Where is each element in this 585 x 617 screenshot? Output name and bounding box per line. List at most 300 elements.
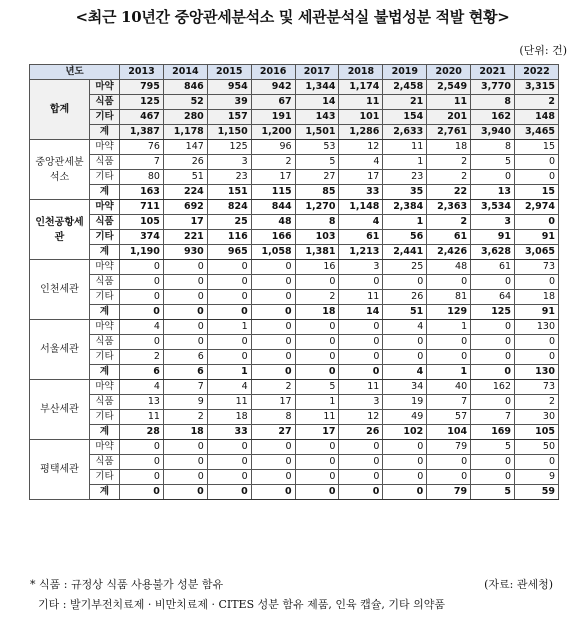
value-cell: 3: [207, 155, 251, 170]
value-cell: 0: [339, 455, 383, 470]
value-cell: 0: [120, 335, 164, 350]
year-header-label: 년도: [30, 65, 120, 80]
group-label: 서울세관: [30, 320, 90, 380]
value-cell: 18: [515, 290, 559, 305]
value-cell: 13: [120, 395, 164, 410]
value-cell: 5: [471, 155, 515, 170]
value-cell: 28: [120, 425, 164, 440]
value-cell: 954: [207, 80, 251, 95]
value-cell: 11: [339, 380, 383, 395]
table-row: [30, 395, 559, 410]
value-cell: 0: [295, 350, 339, 365]
value-cell: 0: [471, 395, 515, 410]
value-cell: 0: [515, 335, 559, 350]
year-header: 2013: [120, 65, 164, 80]
other-footnote: 기타 : 발기부전치료제 · 비만치료제 · CITES 성분 함유 제품, 인육 캡슐, 기타 의약품: [38, 598, 445, 611]
table-row: [30, 440, 559, 455]
item-label: 마약: [90, 440, 120, 455]
value-cell: 0: [471, 365, 515, 380]
value-cell: 19: [383, 395, 427, 410]
year-header: 2015: [207, 65, 251, 80]
value-cell: 8: [471, 95, 515, 110]
group-block: [30, 320, 559, 380]
value-cell: 33: [207, 425, 251, 440]
value-cell: 0: [515, 155, 559, 170]
value-cell: 23: [383, 170, 427, 185]
value-cell: 191: [251, 110, 295, 125]
table-row: [30, 170, 559, 185]
table-row: [30, 125, 559, 140]
group-label: 평택세관: [30, 440, 90, 500]
value-cell: 51: [383, 305, 427, 320]
value-cell: 26: [339, 425, 383, 440]
value-cell: 12: [339, 140, 383, 155]
value-cell: 0: [120, 455, 164, 470]
value-cell: 3: [339, 260, 383, 275]
group-block: [30, 200, 559, 260]
value-cell: 33: [339, 185, 383, 200]
value-cell: 0: [295, 440, 339, 455]
value-cell: 5: [295, 155, 339, 170]
value-cell: 51: [163, 170, 207, 185]
value-cell: 2,974: [515, 200, 559, 215]
value-cell: 154: [383, 110, 427, 125]
item-label: 마약: [90, 140, 120, 155]
value-cell: 17: [295, 425, 339, 440]
value-cell: 130: [515, 365, 559, 380]
item-label: 마약: [90, 200, 120, 215]
value-cell: 467: [120, 110, 164, 125]
value-cell: 163: [120, 185, 164, 200]
value-cell: 0: [207, 455, 251, 470]
value-cell: 2: [515, 95, 559, 110]
value-cell: 157: [207, 110, 251, 125]
value-cell: 34: [383, 380, 427, 395]
value-cell: 0: [471, 470, 515, 485]
value-cell: 73: [515, 380, 559, 395]
value-cell: 1,213: [339, 245, 383, 260]
value-cell: 148: [515, 110, 559, 125]
value-cell: 0: [339, 335, 383, 350]
value-cell: 0: [339, 470, 383, 485]
value-cell: 115: [251, 185, 295, 200]
value-cell: 0: [207, 305, 251, 320]
value-cell: 0: [251, 320, 295, 335]
value-cell: 0: [251, 260, 295, 275]
item-label: 식품: [90, 335, 120, 350]
item-label: 계: [90, 125, 120, 140]
table-row: [30, 260, 559, 275]
value-cell: 53: [295, 140, 339, 155]
value-cell: 91: [515, 305, 559, 320]
value-cell: 13: [471, 185, 515, 200]
value-cell: 0: [163, 320, 207, 335]
value-cell: 104: [427, 425, 471, 440]
value-cell: 0: [120, 260, 164, 275]
value-cell: 1,150: [207, 125, 251, 140]
table-row: [30, 335, 559, 350]
value-cell: 0: [295, 485, 339, 500]
value-cell: 57: [427, 410, 471, 425]
value-cell: 0: [515, 215, 559, 230]
value-cell: 11: [120, 410, 164, 425]
value-cell: 76: [120, 140, 164, 155]
year-header: 2022: [515, 65, 559, 80]
table-row: [30, 215, 559, 230]
value-cell: 116: [207, 230, 251, 245]
value-cell: 0: [251, 305, 295, 320]
value-cell: 1,270: [295, 200, 339, 215]
group-label: 중앙관세분석소: [30, 140, 90, 200]
value-cell: 0: [163, 275, 207, 290]
value-cell: 11: [295, 410, 339, 425]
value-cell: 64: [471, 290, 515, 305]
value-cell: 79: [427, 485, 471, 500]
table-row: [30, 275, 559, 290]
value-cell: 102: [383, 425, 427, 440]
value-cell: 1,501: [295, 125, 339, 140]
value-cell: 105: [515, 425, 559, 440]
value-cell: 3,628: [471, 245, 515, 260]
value-cell: 6: [120, 365, 164, 380]
group-label: 부산세관: [30, 380, 90, 440]
value-cell: 48: [427, 260, 471, 275]
item-label: 계: [90, 365, 120, 380]
value-cell: 129: [427, 305, 471, 320]
value-cell: 2: [251, 155, 295, 170]
value-cell: 0: [383, 485, 427, 500]
value-cell: 35: [383, 185, 427, 200]
value-cell: 151: [207, 185, 251, 200]
value-cell: 0: [383, 275, 427, 290]
table-row: [30, 110, 559, 125]
value-cell: 8: [471, 140, 515, 155]
value-cell: 12: [339, 410, 383, 425]
value-cell: 2,384: [383, 200, 427, 215]
value-cell: 6: [163, 365, 207, 380]
item-label: 계: [90, 305, 120, 320]
value-cell: 0: [471, 335, 515, 350]
value-cell: 0: [251, 440, 295, 455]
value-cell: 56: [383, 230, 427, 245]
year-header: 2018: [339, 65, 383, 80]
value-cell: 3: [471, 215, 515, 230]
value-cell: 5: [471, 485, 515, 500]
value-cell: 0: [120, 290, 164, 305]
value-cell: 17: [251, 170, 295, 185]
value-cell: 105: [120, 215, 164, 230]
value-cell: 125: [120, 95, 164, 110]
table-row: [30, 140, 559, 155]
value-cell: 25: [207, 215, 251, 230]
value-cell: 11: [427, 95, 471, 110]
value-cell: 22: [427, 185, 471, 200]
value-cell: 79: [427, 440, 471, 455]
value-cell: 0: [120, 275, 164, 290]
value-cell: 162: [471, 110, 515, 125]
value-cell: 3,315: [515, 80, 559, 95]
value-cell: 7: [427, 395, 471, 410]
year-header: 2017: [295, 65, 339, 80]
value-cell: 795: [120, 80, 164, 95]
value-cell: 15: [515, 140, 559, 155]
year-header: 2016: [251, 65, 295, 80]
value-cell: 4: [120, 320, 164, 335]
food-footnote: * 식품 : 규정상 식품 사용불가 성분 함유: [30, 578, 224, 591]
value-cell: 1,174: [339, 80, 383, 95]
value-cell: 4: [339, 155, 383, 170]
value-cell: 1,178: [163, 125, 207, 140]
value-cell: 0: [163, 305, 207, 320]
item-label: 기타: [90, 350, 120, 365]
group-label: 인천공항세관: [30, 200, 90, 260]
value-cell: 0: [251, 275, 295, 290]
value-cell: 18: [427, 140, 471, 155]
value-cell: 3,940: [471, 125, 515, 140]
year-header: 2019: [383, 65, 427, 80]
value-cell: 73: [515, 260, 559, 275]
group-block: [30, 140, 559, 200]
item-label: 계: [90, 485, 120, 500]
value-cell: 4: [207, 380, 251, 395]
value-cell: 0: [207, 260, 251, 275]
value-cell: 1: [383, 215, 427, 230]
value-cell: 0: [295, 470, 339, 485]
table-row: [30, 200, 559, 215]
value-cell: 1: [383, 155, 427, 170]
value-cell: 143: [295, 110, 339, 125]
value-cell: 0: [207, 290, 251, 305]
value-cell: 0: [471, 320, 515, 335]
value-cell: 0: [339, 350, 383, 365]
value-cell: 0: [295, 275, 339, 290]
value-cell: 26: [163, 155, 207, 170]
value-cell: 49: [383, 410, 427, 425]
item-label: 마약: [90, 80, 120, 95]
group-block: [30, 380, 559, 440]
value-cell: 1,381: [295, 245, 339, 260]
value-cell: 3: [339, 395, 383, 410]
value-cell: 3,065: [515, 245, 559, 260]
value-cell: 23: [207, 170, 251, 185]
value-cell: 0: [120, 305, 164, 320]
value-cell: 15: [515, 185, 559, 200]
value-cell: 0: [120, 485, 164, 500]
value-cell: 162: [471, 380, 515, 395]
group-block: [30, 80, 559, 140]
table-row: [30, 95, 559, 110]
value-cell: 11: [339, 95, 383, 110]
value-cell: 0: [427, 350, 471, 365]
value-cell: 125: [471, 305, 515, 320]
value-cell: 5: [471, 440, 515, 455]
value-cell: 25: [383, 260, 427, 275]
value-cell: 0: [207, 335, 251, 350]
value-cell: 3,465: [515, 125, 559, 140]
value-cell: 374: [120, 230, 164, 245]
value-cell: 50: [515, 440, 559, 455]
value-cell: 0: [515, 455, 559, 470]
value-cell: 0: [120, 440, 164, 455]
value-cell: 0: [207, 440, 251, 455]
value-cell: 930: [163, 245, 207, 260]
value-cell: 0: [515, 170, 559, 185]
table-row: [30, 320, 559, 335]
value-cell: 40: [427, 380, 471, 395]
value-cell: 3,534: [471, 200, 515, 215]
value-cell: 0: [295, 335, 339, 350]
value-cell: 2: [427, 215, 471, 230]
value-cell: 39: [207, 95, 251, 110]
table-row: [30, 485, 559, 500]
table-row: [30, 455, 559, 470]
value-cell: 1,058: [251, 245, 295, 260]
value-cell: 2,633: [383, 125, 427, 140]
value-cell: 0: [383, 455, 427, 470]
value-cell: 96: [251, 140, 295, 155]
value-cell: 201: [427, 110, 471, 125]
value-cell: 0: [515, 275, 559, 290]
value-cell: 7: [471, 410, 515, 425]
value-cell: 0: [295, 455, 339, 470]
value-cell: 0: [427, 455, 471, 470]
value-cell: 61: [471, 260, 515, 275]
value-cell: 0: [339, 320, 383, 335]
value-cell: 1,286: [339, 125, 383, 140]
group-block: [30, 440, 559, 500]
value-cell: 2,363: [427, 200, 471, 215]
value-cell: 26: [383, 290, 427, 305]
value-cell: 2: [515, 395, 559, 410]
table-row: [30, 155, 559, 170]
value-cell: 0: [207, 350, 251, 365]
value-cell: 0: [207, 275, 251, 290]
table-row: [30, 80, 559, 95]
value-cell: 0: [251, 335, 295, 350]
item-label: 계: [90, 245, 120, 260]
value-cell: 0: [471, 275, 515, 290]
value-cell: 711: [120, 200, 164, 215]
value-cell: 824: [207, 200, 251, 215]
item-label: 식품: [90, 95, 120, 110]
value-cell: 52: [163, 95, 207, 110]
value-cell: 0: [427, 275, 471, 290]
value-cell: 6: [163, 350, 207, 365]
value-cell: 2: [120, 350, 164, 365]
table-row: [30, 245, 559, 260]
value-cell: 1: [427, 365, 471, 380]
value-cell: 0: [383, 440, 427, 455]
value-cell: 80: [120, 170, 164, 185]
item-label: 기타: [90, 110, 120, 125]
value-cell: 0: [163, 470, 207, 485]
value-cell: 4: [383, 365, 427, 380]
value-cell: 942: [251, 80, 295, 95]
value-cell: 125: [207, 140, 251, 155]
value-cell: 0: [339, 275, 383, 290]
item-label: 기타: [90, 230, 120, 245]
value-cell: 18: [295, 305, 339, 320]
value-cell: 5: [295, 380, 339, 395]
value-cell: 0: [383, 350, 427, 365]
value-cell: 7: [120, 155, 164, 170]
value-cell: 130: [515, 320, 559, 335]
value-cell: 0: [427, 470, 471, 485]
table-row: [30, 350, 559, 365]
value-cell: 2,441: [383, 245, 427, 260]
value-cell: 67: [251, 95, 295, 110]
value-cell: 0: [427, 335, 471, 350]
value-cell: 3,770: [471, 80, 515, 95]
value-cell: 147: [163, 140, 207, 155]
value-cell: 2: [163, 410, 207, 425]
value-cell: 61: [339, 230, 383, 245]
value-cell: 0: [515, 350, 559, 365]
year-header: 2021: [471, 65, 515, 80]
value-cell: 17: [339, 170, 383, 185]
year-header: 2020: [427, 65, 471, 80]
value-cell: 1,148: [339, 200, 383, 215]
value-cell: 0: [163, 440, 207, 455]
value-cell: 30: [515, 410, 559, 425]
page-title: <최근 10년간 중앙관세분석소 및 세관분석실 불법성분 적발 현황>: [75, 8, 510, 26]
value-cell: 0: [383, 335, 427, 350]
item-label: 식품: [90, 395, 120, 410]
value-cell: 846: [163, 80, 207, 95]
value-cell: 91: [471, 230, 515, 245]
value-cell: 17: [251, 395, 295, 410]
value-cell: 11: [207, 395, 251, 410]
value-cell: 1: [295, 395, 339, 410]
value-cell: 0: [120, 470, 164, 485]
value-cell: 14: [295, 95, 339, 110]
value-cell: 59: [515, 485, 559, 500]
group-label: 인천세관: [30, 260, 90, 320]
value-cell: 280: [163, 110, 207, 125]
value-cell: 0: [251, 470, 295, 485]
table-row: [30, 470, 559, 485]
value-cell: 0: [471, 170, 515, 185]
value-cell: 2: [427, 155, 471, 170]
value-cell: 103: [295, 230, 339, 245]
value-cell: 27: [251, 425, 295, 440]
table-header-row: [30, 65, 559, 80]
value-cell: 48: [251, 215, 295, 230]
value-cell: 0: [163, 335, 207, 350]
value-cell: 0: [207, 470, 251, 485]
table-row: [30, 365, 559, 380]
value-cell: 692: [163, 200, 207, 215]
value-cell: 0: [163, 455, 207, 470]
value-cell: 224: [163, 185, 207, 200]
value-cell: 1: [207, 365, 251, 380]
value-cell: 0: [339, 485, 383, 500]
value-cell: 2: [295, 290, 339, 305]
value-cell: 2,426: [427, 245, 471, 260]
value-cell: 17: [163, 215, 207, 230]
item-label: 마약: [90, 320, 120, 335]
value-cell: 18: [163, 425, 207, 440]
table-row: [30, 425, 559, 440]
value-cell: 8: [251, 410, 295, 425]
table-row: [30, 230, 559, 245]
value-cell: 2,549: [427, 80, 471, 95]
value-cell: 1: [427, 320, 471, 335]
value-cell: 1: [207, 320, 251, 335]
seizure-table: [29, 64, 559, 500]
table-row: [30, 305, 559, 320]
value-cell: 4: [120, 380, 164, 395]
